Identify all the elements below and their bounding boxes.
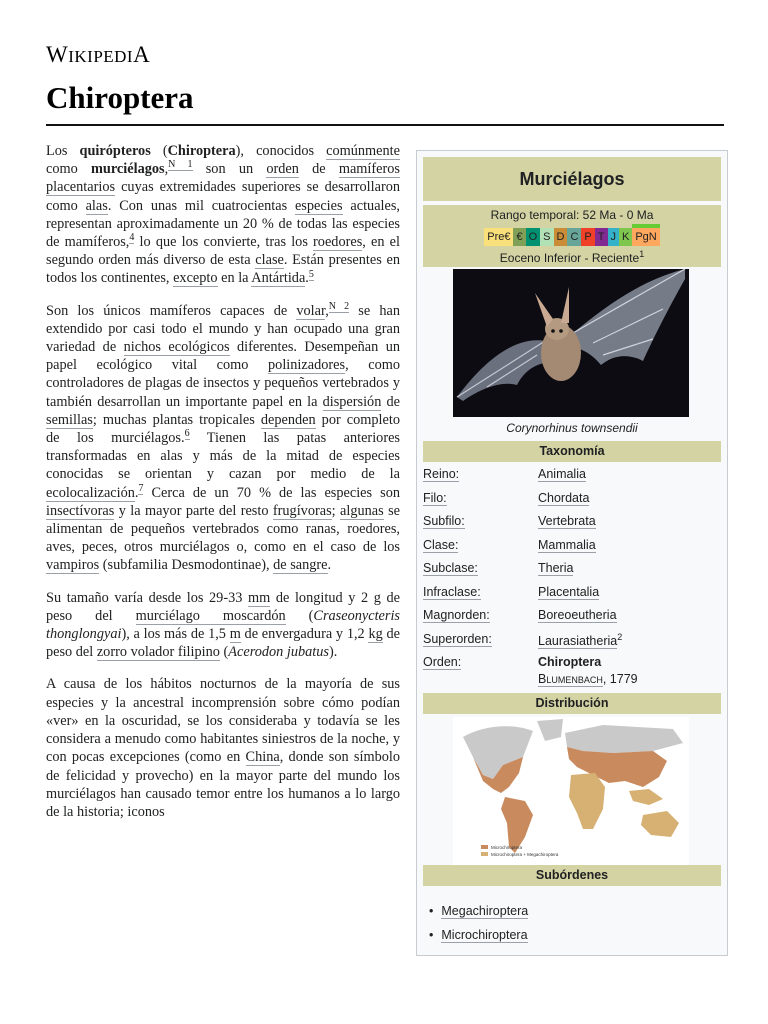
map-legend-micro: Microchiroptera	[491, 845, 523, 850]
taxonomy-value[interactable]: Theria	[538, 561, 574, 575]
taxonomy-row	[423, 630, 721, 653]
taxonomy-row	[423, 465, 721, 488]
suborder-item	[429, 899, 528, 923]
period-9[interactable]: K	[619, 228, 632, 246]
taxonomy-value[interactable]: Placentalia	[538, 584, 600, 599]
suborder-link[interactable]: Microchiroptera	[441, 928, 528, 942]
period-7[interactable]: T	[595, 228, 608, 246]
taxonomy-rank[interactable]: Subfilo:	[423, 514, 465, 528]
period-5[interactable]: C	[567, 228, 581, 246]
suborder-item	[429, 923, 528, 947]
fossil-range	[423, 205, 721, 267]
suborders-header: Subórdenes	[423, 865, 721, 886]
wikipedia-logo[interactable]: WIKIPEDIA	[46, 42, 151, 67]
taxonomy-header: Taxonomía	[423, 441, 721, 462]
taxonomy-rank[interactable]: Magnorden:	[423, 608, 490, 622]
taxonomy-rank[interactable]: Clase:	[423, 537, 459, 552]
map-legend-both: Microchiroptera + Megachiroptera	[491, 852, 559, 857]
distribution-header: Distribución	[423, 693, 721, 714]
taxonomy-row	[423, 512, 721, 535]
suborder-link[interactable]: Megachiroptera	[441, 904, 529, 918]
taxonomy-row	[423, 536, 721, 559]
distribution-map[interactable]	[453, 717, 689, 865]
taxonomy-value[interactable]: Chordata	[538, 490, 590, 505]
suborders-list	[429, 899, 528, 947]
page-title: Chiroptera	[46, 80, 194, 115]
paragraph-2: Son los únicos mamíferos capaces de volar,$^{N 2}$ se han extendido por casi todo el mundo y han ocupado una gran variedad de nichos ecológicos diferentes. Desempeñan un papel ecológico vital como polinizadores, como controladores de plagas de insectos y pequeños vertebrados y también desarrollan un importante papel en la dispersión de semillas; muchas plantas tropicales dependen por completo de los murciélagos.$^6$ Tienen las patas anteriores transformadas en alas y más de la mitad de especies conocidas se orientan y cazan por medio de la ecolocalización.$^7$ Cerca de un 70 % de las especies son insectívoras y la mayor parte del resto frugívoras; algunas se alimentan de pequeños vertebrados como ranas, roedores, aves, peces, otros murciélagos o, como en el caso de los vampiros (subfamilia Desmodontinae), de sangre.	[46, 300, 401, 574]
period-2[interactable]: O	[526, 228, 541, 246]
authority-name[interactable]: Blumenbach	[538, 672, 603, 686]
paragraph-1: Los quirópteros (Chiroptera), conocidos comúnmente como murciélagos,$^{N 1}$ son un orden de mamíferos placentarios cuyas extremidades superiores se desarrollaron como alas. Con unas mil cuatrocientas especies actuales, representan aproximadamente un 20 % de todas las especies de mamíferos,$^4$ lo que los convierte, tras los roedores, en el segundo orden más diverso de esta clase. Están presentes en todos los continentes, excepto en la Antártida.$^5$	[46, 143, 400, 287]
period-3[interactable]: S	[540, 228, 553, 246]
taxonomy-value[interactable]: Mammalia	[538, 537, 596, 552]
taxonomy-row	[423, 583, 721, 606]
period-8[interactable]: J	[608, 228, 620, 246]
bat-photo[interactable]	[453, 269, 689, 417]
taxonomy-rank[interactable]: Infraclase:	[423, 584, 481, 599]
taxonomy-value[interactable]: Animalia	[538, 467, 586, 481]
infobox-title: Murciélagos	[423, 157, 721, 201]
taxonomy-rank[interactable]: Filo:	[423, 490, 447, 505]
period-0[interactable]: Pre€	[484, 228, 513, 246]
taxonomy-rank[interactable]: Subclase:	[423, 561, 478, 575]
taxonomy-value[interactable]: Vertebrata	[538, 514, 596, 528]
range-text: Rango temporal: 52 Ma - 0 Ma	[490, 208, 654, 222]
taxonomy-rank[interactable]: Superorden:	[423, 631, 492, 646]
taxonomy-row	[423, 559, 721, 582]
taxobox	[416, 150, 728, 956]
geologic-timescale	[423, 228, 721, 246]
taxonomy-value[interactable]: Laurasiatheria$^2$	[538, 631, 623, 648]
taxonomy-row	[423, 489, 721, 512]
title-divider	[46, 124, 724, 126]
taxonomy-row	[423, 653, 721, 686]
article-body	[46, 142, 400, 835]
paragraph-4: A causa de los hábitos nocturnos de la mayoría de sus especies y la ancestral incomprensión sobre cómo podían «ver» en la oscuridad, se los consideraba y todavía se les considera a menudo como habitantes siniestros de la noche, y con pocas excepciones (como en China, donde son símbolo de felicidad y provecho) en la mayor parte del mundo los murciélagos han causado temor entre los humanos a lo largo de la historia; iconos	[46, 676, 401, 820]
taxonomy-ref[interactable]: 2	[617, 631, 623, 642]
taxonomy-authority	[538, 672, 638, 686]
taxonomy-value: Chiroptera Blumenbach, 1779	[538, 655, 638, 686]
photo-caption: Corynorhinus townsendii	[506, 421, 638, 435]
authority-year: , 1779	[602, 672, 638, 686]
paragraph-3: Su tamaño varía desde los 29-33 mm de longitud y 2 g de peso del murciélago moscardón (Craseonycteris thonglongyai), a los más de 1,5 m de envergadura y 1,2 kg de peso del zorro volador filipino (Acerodon jubatus).	[46, 589, 400, 661]
taxonomy-value[interactable]: Boreoeutheria	[538, 608, 617, 622]
period-1[interactable]: €	[513, 228, 525, 246]
taxonomy-row	[423, 606, 721, 629]
period-6[interactable]: P	[581, 228, 594, 246]
period-4[interactable]: D	[554, 228, 568, 246]
taxonomy-rank[interactable]: Orden:	[423, 655, 462, 669]
epoch-text: Eoceno Inferior - Reciente$^1$	[499, 249, 645, 265]
period-10[interactable]: PgN	[632, 228, 659, 246]
taxonomy-rank[interactable]: Reino:	[423, 467, 460, 481]
